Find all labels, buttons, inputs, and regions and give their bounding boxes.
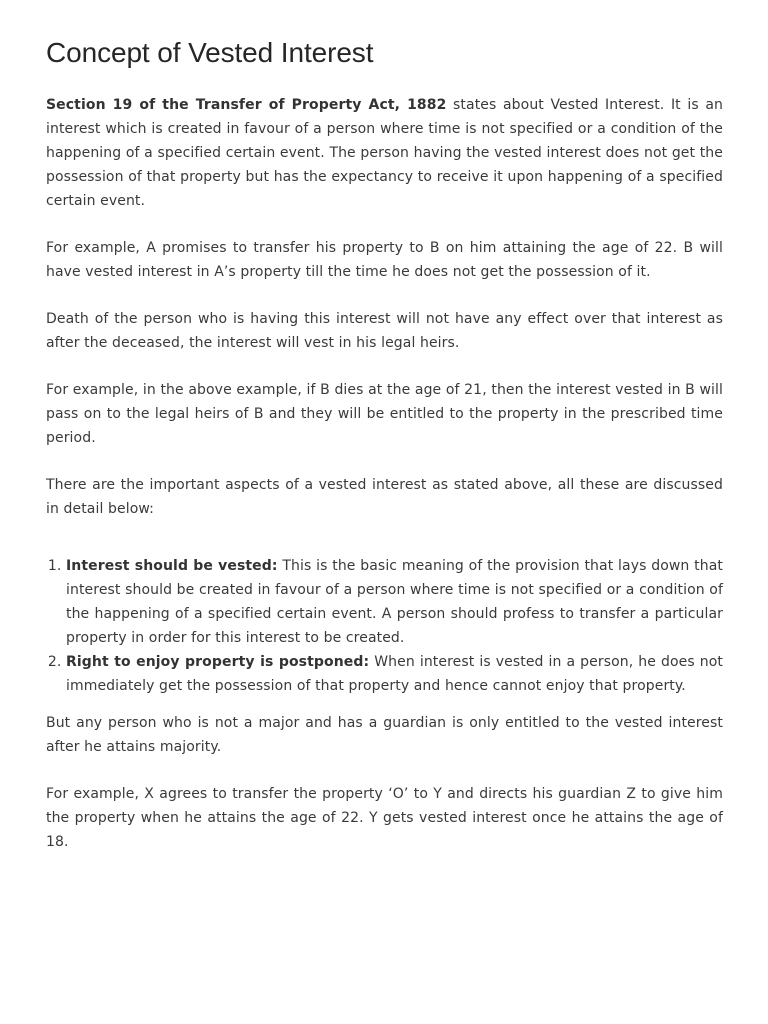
intro-paragraph	[46, 93, 723, 213]
intro-text: states about Vested Interest. It is an interest which is created in favour of a person where time is not specified or a condition of the happening of a specified certain event. The person having the vested interest does not get the possession of that property but has the expectancy to receive it upon happening of a specified certain event.	[46, 97, 723, 209]
list-item-heading: Interest should be vested:	[66, 558, 278, 574]
list-item-text: When interest is vested in a person, he does not immediately get the possession of that property and hence cannot enjoy that property.	[66, 654, 723, 694]
aspects-list	[46, 554, 723, 698]
page-title: Concept of Vested Interest	[46, 37, 374, 68]
guardian-paragraph: But any person who is not a major and has a guardian is only entitled to the vested interest after he attains majority.	[46, 715, 723, 755]
list-item-text: This is the basic meaning of the provision that lays down that interest should be created in favour of a person where time is not specified or a condition of the happening of a specified certain event. A person should profess to transfer a particular property in order for this interest to be created.	[66, 558, 723, 646]
example-paragraph-2: For example, in the above example, if B dies at the age of 21, then the interest vested in B will pass on to the legal heirs of B and they will be entitled to the property in the prescribed time period.	[46, 382, 723, 446]
aspects-paragraph: There are the important aspects of a vested interest as stated above, all these are discussed in detail below:	[46, 477, 723, 517]
list-item	[66, 554, 723, 650]
death-paragraph: Death of the person who is having this interest will not have any effect over that interest as after the deceased, the interest will vest in his legal heirs.	[46, 311, 723, 351]
list-item-heading: Right to enjoy property is postponed:	[66, 654, 370, 670]
intro-lead-bold: Section 19 of the Transfer of Property Act, 1882	[46, 97, 447, 113]
example-paragraph-1: For example, A promises to transfer his property to B on him attaining the age of 22. B will have vested interest in A’s property till the time he does not get the possession of it.	[46, 240, 723, 280]
example-paragraph-3: For example, X agrees to transfer the property ‘O’ to Y and directs his guardian Z to give him the property when he attains the age of 22. Y gets vested interest once he attains the age of 18.	[46, 786, 723, 850]
list-item	[66, 650, 723, 698]
